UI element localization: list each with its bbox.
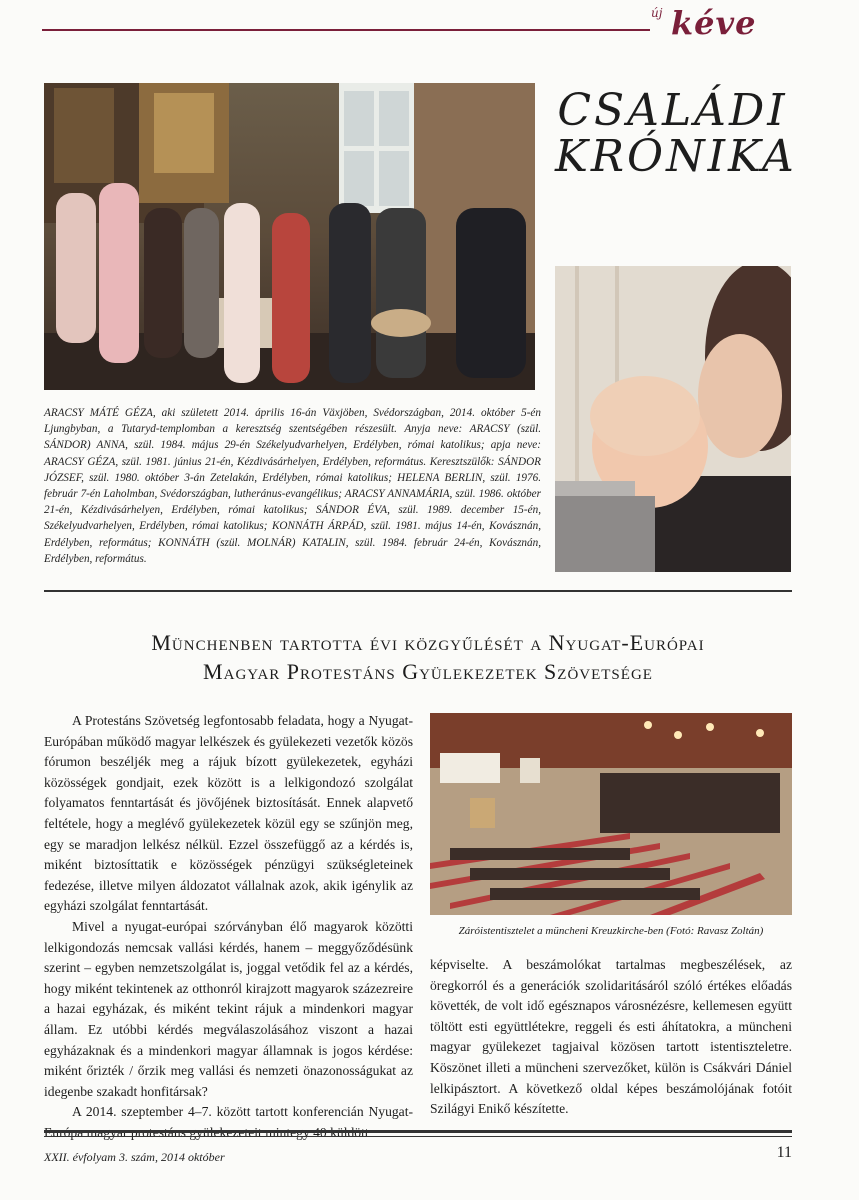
header-rule [42, 29, 650, 31]
baptism-ceremony-photo [44, 83, 535, 390]
church-photo-caption: Záróistentisztelet a müncheni Kreuzkirche-ben (Fotó: Ravasz Zoltán) [458, 925, 764, 937]
article-right-column [430, 955, 792, 1120]
logo-prefix: új [651, 6, 663, 20]
article-paragraph: A 2014. szeptember 4–7. között tartott konferencián Nyugat- [72, 1104, 413, 1120]
section-title-line1: CSALÁDI [557, 85, 788, 136]
mother-and-baby-photo [555, 266, 791, 572]
article-title [44, 628, 812, 686]
article-left-column [44, 711, 413, 1143]
article-title-line2: Magyar Protestáns Gyülekezetek Szövetsége [203, 659, 653, 684]
issue-info: XXII. évfolyam 3. szám, 2014 október [44, 1150, 225, 1164]
article-paragraph: képviselte. A beszámolókat tartalmas megbeszélések, az öregkorról és a generációk szolidaritásáról szóló értékes előadás követték, de volt idő egésznapos városnézésre, kellemesen együtt töltött esti együttlétekre, reggeli és esti áhítatokra, a müncheni magyar gyülekezet tagjaival közösen tartott istentiszteletre. Köszönet illeti a müncheni szervezőket, külön is Csákvári Dániel lelkipásztort. A következő oldal képes beszámolójának fotóit Szilágyi Enikő készítette. [430, 957, 792, 1117]
article-title-line1: Münchenben tartotta évi közgyűlését a Nyugat-Európai [151, 630, 705, 655]
footer-rule-thin [44, 1136, 792, 1137]
page-number: 11 [776, 1144, 792, 1161]
section-divider [44, 590, 792, 592]
section-title-line2: KRÓNIKA [555, 131, 797, 182]
magazine-logo: kéve [671, 4, 757, 42]
church-service-photo [430, 713, 792, 915]
baptism-announcement: ARACSY MÁTÉ GÉZA, aki született 2014. április 16-án Växjöben, Svédországban, 2014. október 5-én Ljungbyban, a Tutaryd-templomban a keresztség szentségében részesült. Anyja neve: ARACSY (szül. SÁNDOR) ANNA, szül. 1984. május 29-én Székelyudvarhelyen, Erdélyben, római katolikus; apja neve: ARACSY GÉZA, szül. 1981. június 21-én, Kézdivásárhelyen, Erdélyben, református. Keresztszülők: SÁNDOR JÓZSEF, szül. 1980. október 3-án Zetelakán, Erdélyben, római katolikus; HELENA BERLIN, szül. 1976. február 7-én Laholmban, Svédországban, lutheránus-evangélikus; ARACSY ANNAMÁRIA, szül. 1986. október 21-én, Kézdivásárhelyen, Erdélyben, római katolikus; SÁNDOR ÉVA, szül. 1989. december 15-én, Székelyudvarhelyen, Erdélyben, római katolikus; KONNÁTH ÁRPÁD, szül. 1981. május 14-én, Kovásznán, Erdélyben, református; KONNÁTH (szül. MOLNÁR) KATALIN, szül. 1984. február 24-én, Kovásznán, Erdélyben, református. [44, 407, 541, 565]
article-paragraph: A Protestáns Szövetség legfontosabb feladata, hogy a Nyugat-Európában működő magyar lelkészek és gyülekezeti vezetők közös fórumon beszéljék meg a rájuk bízott gyülekezetek, egyházi közösségek gondjait, ezek között is a lelkigondozó szolgálat folyamatos fenntartását és jövőjének biztosítását. Ennek alapvető feltétele, hogy a meglévő gyülekezetek közül egy se szűnjön meg, egy se maradjon lelkész nélkül. Ezzel összefüggő az a kérdés is, miként biztosíttatik e közösségek pénzügyi szükségleteinek fedezése, illetve milyen áldozatot vállalnak azok, akik igénylik az egyházi szolgálat fenntartását. [44, 713, 413, 914]
footer-rule-thick [44, 1130, 792, 1133]
article-paragraph: Mivel a nyugat-európai szórványban élő magyarok közötti lelkigondozás nemcsak vallási kérdés, hanem – meggyőződésünk szerint – egyben nemzetszolgálat is, joggal vetődik fel az a kérdés, hogy miként tekintenek az otthonról kirajzott magyarok százezreire a hazai egyházak, és miként tekint rájuk a mindenkori magyar állam. Ez utóbbi kérdés megválaszolásához viszont a hazai egyházaknak és a mindenkori magyar államnak is jogos kérdése: miként őrizték / őrzik meg vallási és nemzeti önazonosságukat az idegenbe szakadt honfitársak? [44, 918, 413, 1099]
section-title [555, 85, 797, 182]
